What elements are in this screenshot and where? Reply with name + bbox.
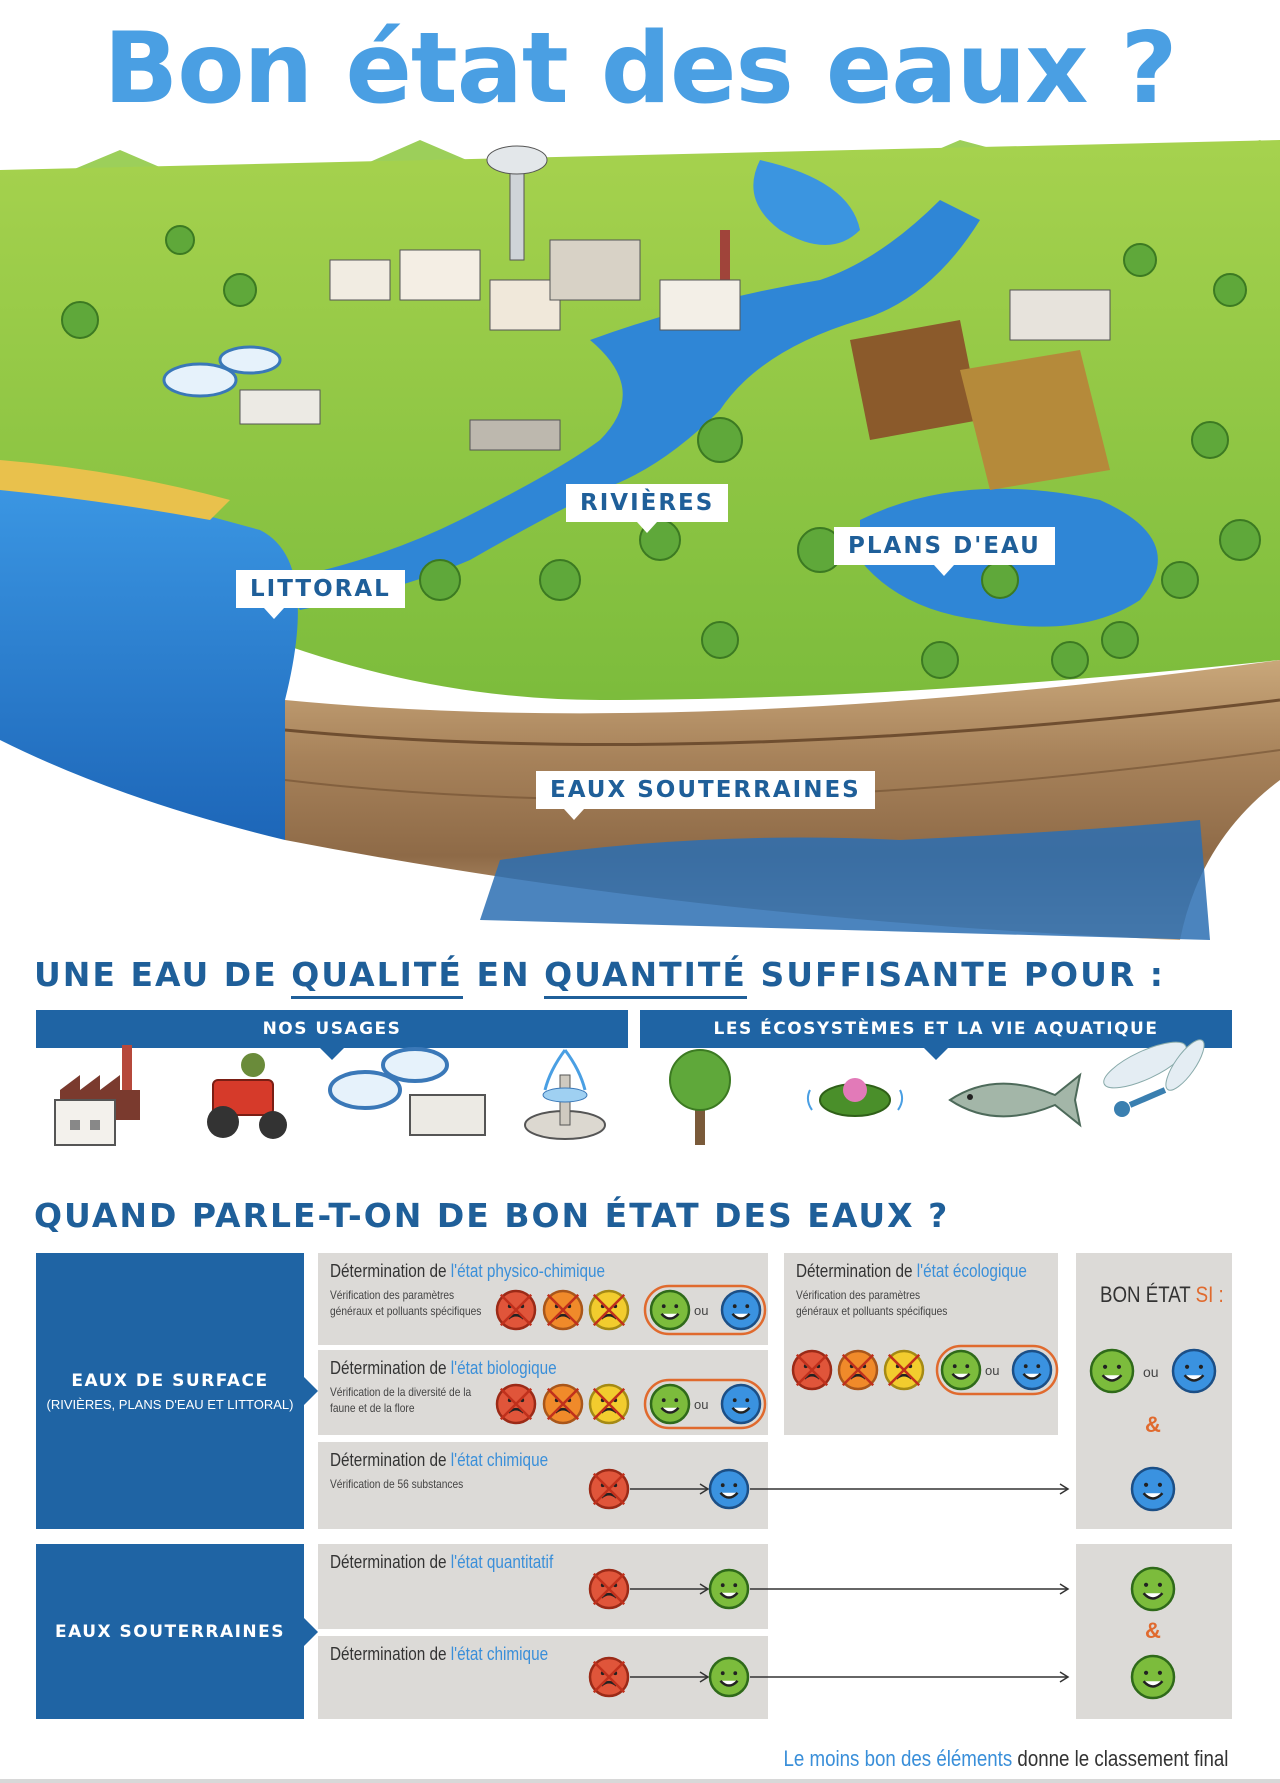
sad-yellow-face-icon <box>590 1291 628 1329</box>
label-plans-eau: PLANS D'EAU <box>834 527 1055 565</box>
amp-label: & <box>1145 1412 1161 1437</box>
sad-yellow-face-icon <box>885 1351 923 1389</box>
smile-green-face-icon <box>942 1351 980 1389</box>
heading-qualite: QUALITÉ <box>291 955 463 999</box>
ecologique-title: l'état écologique <box>916 1261 1027 1281</box>
footer-note <box>783 1746 1228 1772</box>
chimique-sub: Vérification de 56 substances <box>330 1477 464 1491</box>
ou-text: ou <box>985 1363 1000 1378</box>
smile-green-face-icon <box>651 1385 689 1423</box>
souterraines-title: EAUX SOUTERRAINES <box>54 1621 286 1642</box>
smile-green-face-icon <box>1132 1656 1174 1698</box>
sad-red-face-icon <box>497 1385 535 1423</box>
page-title: Bon état des eaux ? <box>103 12 1177 126</box>
quantitatif-title: l'état quantitatif <box>450 1552 554 1572</box>
determination-label: Détermination de <box>330 1450 451 1470</box>
smile-blue-face-icon <box>722 1385 760 1423</box>
surface-title: EAUX DE SURFACE <box>71 1370 269 1391</box>
biologique-sub: Vérification de la diversité de la faune et de la flore <box>330 1385 472 1415</box>
ecologique-sub: Vérification des paramètres généraux et polluants spécifiques <box>796 1288 948 1318</box>
footer-rest: donne le classement final <box>1011 1746 1228 1771</box>
sad-red-face-icon <box>497 1291 535 1329</box>
smile-blue-face-icon <box>722 1291 760 1329</box>
label-eaux-souterraines: EAUX SOUTERRAINES <box>536 771 875 809</box>
smile-blue-face-icon <box>1132 1468 1174 1510</box>
sad-orange-face-icon <box>839 1351 877 1389</box>
chimique-title: l'état chimique <box>450 1450 549 1470</box>
determination-label: Détermination de <box>796 1261 917 1281</box>
band-ecosystemes: LES ÉCOSYSTÈMES ET LA VIE AQUATIQUE <box>640 1010 1232 1048</box>
smile-blue-face-icon <box>710 1470 748 1508</box>
surface-subtitle: (RIVIÈRES, PLANS D'EAU ET LITTORAL) <box>46 1396 294 1412</box>
smile-green-face-icon <box>1091 1350 1133 1392</box>
smile-blue-face-icon <box>1013 1351 1051 1389</box>
footer-highlight: Le moins bon des éléments <box>783 1746 1012 1771</box>
sad-red-face-icon <box>590 1470 628 1508</box>
sad-orange-face-icon <box>544 1291 582 1329</box>
sad-red-face-icon <box>793 1351 831 1389</box>
smile-green-face-icon <box>1132 1568 1174 1610</box>
physico-sub: Vérification des paramètres généraux et polluants spécifiques <box>330 1288 482 1318</box>
heading-text-3: SUFFISANTE POUR : <box>746 955 1165 994</box>
biologique-title: l'état biologique <box>450 1358 557 1378</box>
label-littoral: LITTORAL <box>236 570 405 608</box>
section-heading-bon-etat: QUAND PARLE-T-ON DE BON ÉTAT DES EAUX ? <box>34 1196 950 1235</box>
heading-quantite: QUANTITÉ <box>544 955 747 999</box>
smile-green-face-icon <box>710 1570 748 1608</box>
heading-text-2: EN <box>462 955 545 994</box>
determination-label: Détermination de <box>330 1358 451 1378</box>
sad-yellow-face-icon <box>590 1385 628 1423</box>
sad-orange-face-icon <box>544 1385 582 1423</box>
determination-label: Détermination de <box>330 1552 451 1572</box>
ou-text: ou <box>694 1303 709 1318</box>
chimique2-title: l'état chimique <box>450 1644 549 1664</box>
bon-etat-label: BON ÉTAT SI : <box>1100 1282 1224 1307</box>
label-rivieres: RIVIÈRES <box>566 484 728 522</box>
determination-label: Détermination de <box>330 1644 451 1664</box>
sad-red-face-icon <box>590 1658 628 1696</box>
physico-title: l'état physico-chimique <box>450 1261 606 1281</box>
heading-text-1: UNE EAU DE <box>34 955 292 994</box>
bottom-rule <box>0 1779 1280 1783</box>
band-nos-usages: NOS USAGES <box>36 1010 628 1048</box>
sad-red-face-icon <box>590 1570 628 1608</box>
smile-blue-face-icon <box>1173 1350 1215 1392</box>
amp-label-2: & <box>1145 1618 1161 1643</box>
smile-green-face-icon <box>651 1291 689 1329</box>
ou-label: ou <box>1143 1364 1159 1380</box>
determination-label: Détermination de <box>330 1261 451 1281</box>
ou-text: ou <box>694 1397 709 1412</box>
smile-green-face-icon <box>710 1658 748 1696</box>
